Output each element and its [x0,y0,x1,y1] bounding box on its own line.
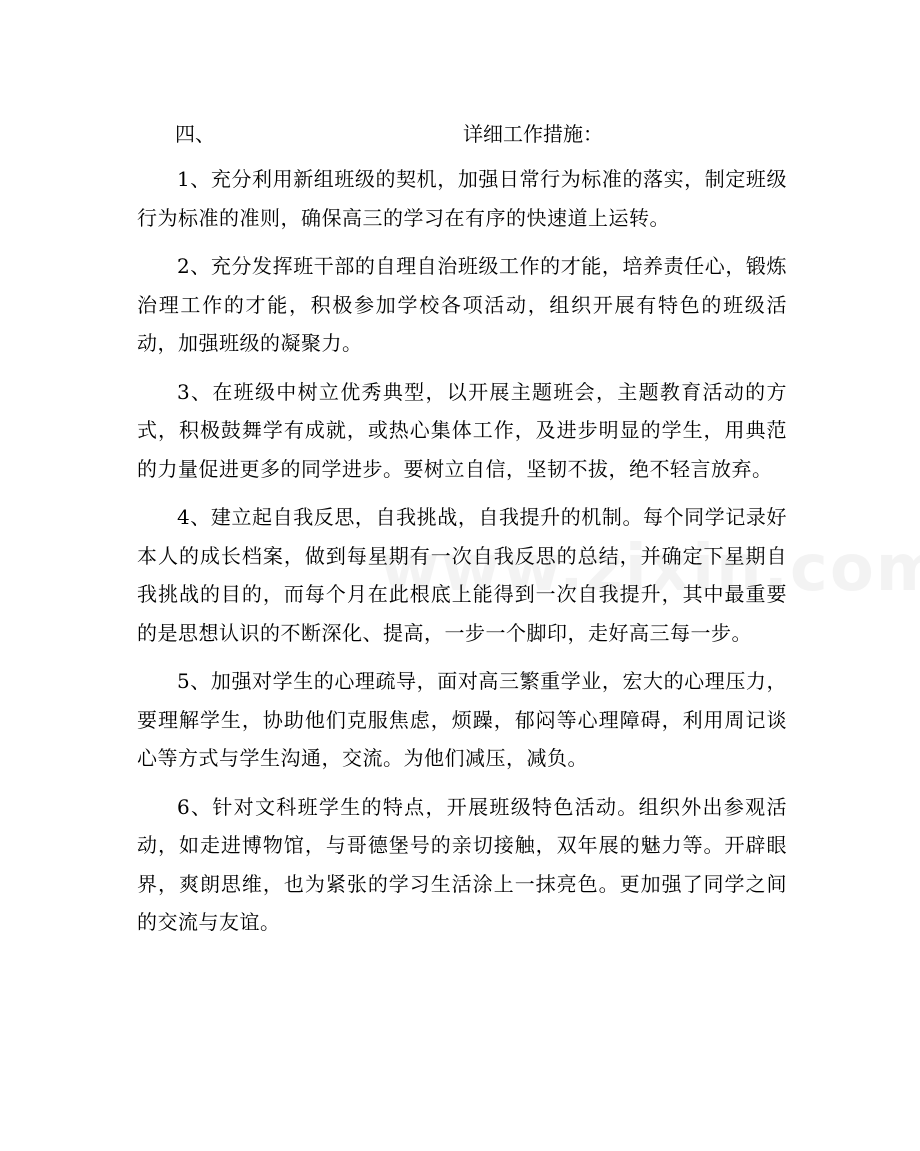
paragraph-6: 6、针对文科班学生的特点，开展班级特色活动。组织外出参观活动，如走进博物馆，与哥德堡号的亲切接触，双年展的魅力等。开辟眼界，爽朗思维，也为紧张的学习生活涂上一抹亮色。更加强了同学之间的交流与友谊。 [137,794,787,934]
paragraph-1: 1、充分利用新组班级的契机，加强日常行为标准的落实，制定班级行为标准的准则，确保高三的学习在有序的快速道上运转。 [137,167,787,230]
paragraph-5: 5、加强对学生的心理疏导，面对高三繁重学业，宏大的心理压力，要理解学生，协助他们克服焦虑，烦躁，郁闷等心理障碍，利用周记谈心等方式与学生沟通，交流。为他们减压，减负。 [137,669,787,770]
document-body [137,116,787,952]
paragraph-2: 2、充分发挥班干部的自理自治班级工作的才能，培养责任心，锻炼治理工作的才能，积极参加学校各项活动，组织开展有特色的班级活动，加强班级的凝聚力。 [137,254,787,355]
paragraph-3: 3、在班级中树立优秀典型，以开展主题班会，主题教育活动的方式，积极鼓舞学有成就，或热心集体工作，及进步明显的学生，用典范的力量促进更多的同学进步。要树立自信，坚韧不拔，绝不轻言放弃。 [137,379,787,481]
paragraph-4: 4、建立起自我反思，自我挑战，自我提升的机制。每个同学记录好本人的成长档案，做到每星期有一次自我反思的总结，并确定下星期自我挑战的目的，而每个月在此根底上能得到一次自我提升，其中最重要的是思想认识的不断深化、提高，一步一个脚印，走好高三每一步。 [137,505,787,645]
section-number: 四、 [175,122,215,146]
section-title: 详细工作措施： [463,122,603,146]
section-heading [137,116,787,152]
